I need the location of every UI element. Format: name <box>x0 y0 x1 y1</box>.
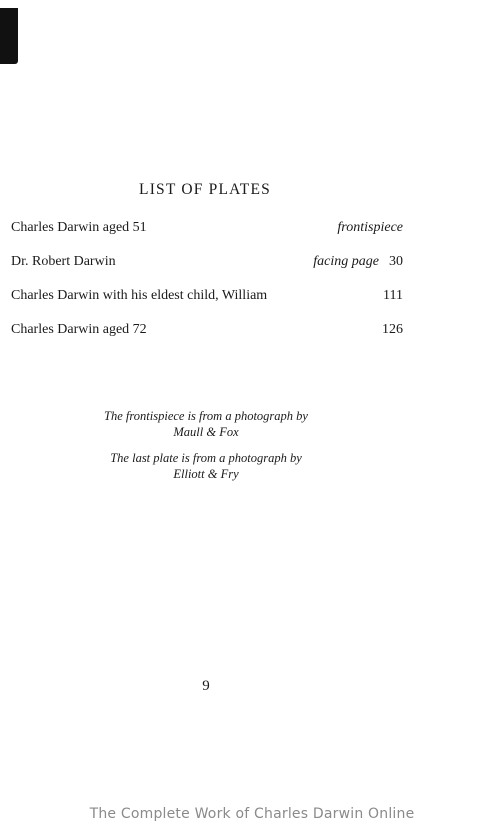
plate-page-number: 111 <box>383 288 403 303</box>
plate-page-number: 126 <box>382 322 403 337</box>
plate-reference <box>373 288 403 304</box>
plate-ref-label: facing page <box>313 254 379 269</box>
plate-reference <box>372 322 403 338</box>
plate-title: Charles Darwin aged 72 <box>11 322 147 337</box>
credit-photographer: Elliott & Fry <box>173 467 239 481</box>
plate-title: Charles Darwin with his eldest child, William <box>11 288 268 303</box>
source-footer: The Complete Work of Charles Darwin Online <box>89 806 415 822</box>
plate-title: Dr. Robert Darwin <box>11 254 116 269</box>
plate-row <box>11 288 403 322</box>
plate-row <box>11 254 403 288</box>
page-number: 9 <box>202 678 210 694</box>
photo-credit <box>0 450 412 482</box>
plate-list <box>11 220 403 356</box>
plate-title: Charles Darwin aged 51 <box>11 220 147 235</box>
credit-line: The frontispiece is from a photograph by <box>104 409 308 423</box>
photo-credits <box>0 408 412 492</box>
plate-reference <box>313 254 403 270</box>
page-heading: LIST OF PLATES <box>139 181 271 198</box>
plate-page-number: 30 <box>389 254 403 269</box>
plate-reference <box>337 220 403 236</box>
plate-row <box>11 322 403 356</box>
plate-ref-label: frontispiece <box>337 220 403 235</box>
photo-credit <box>0 408 412 440</box>
plate-row <box>11 220 403 254</box>
scan-edge-mark <box>0 8 18 64</box>
credit-line: The last plate is from a photograph by <box>110 451 302 465</box>
credit-photographer: Maull & Fox <box>173 425 239 439</box>
